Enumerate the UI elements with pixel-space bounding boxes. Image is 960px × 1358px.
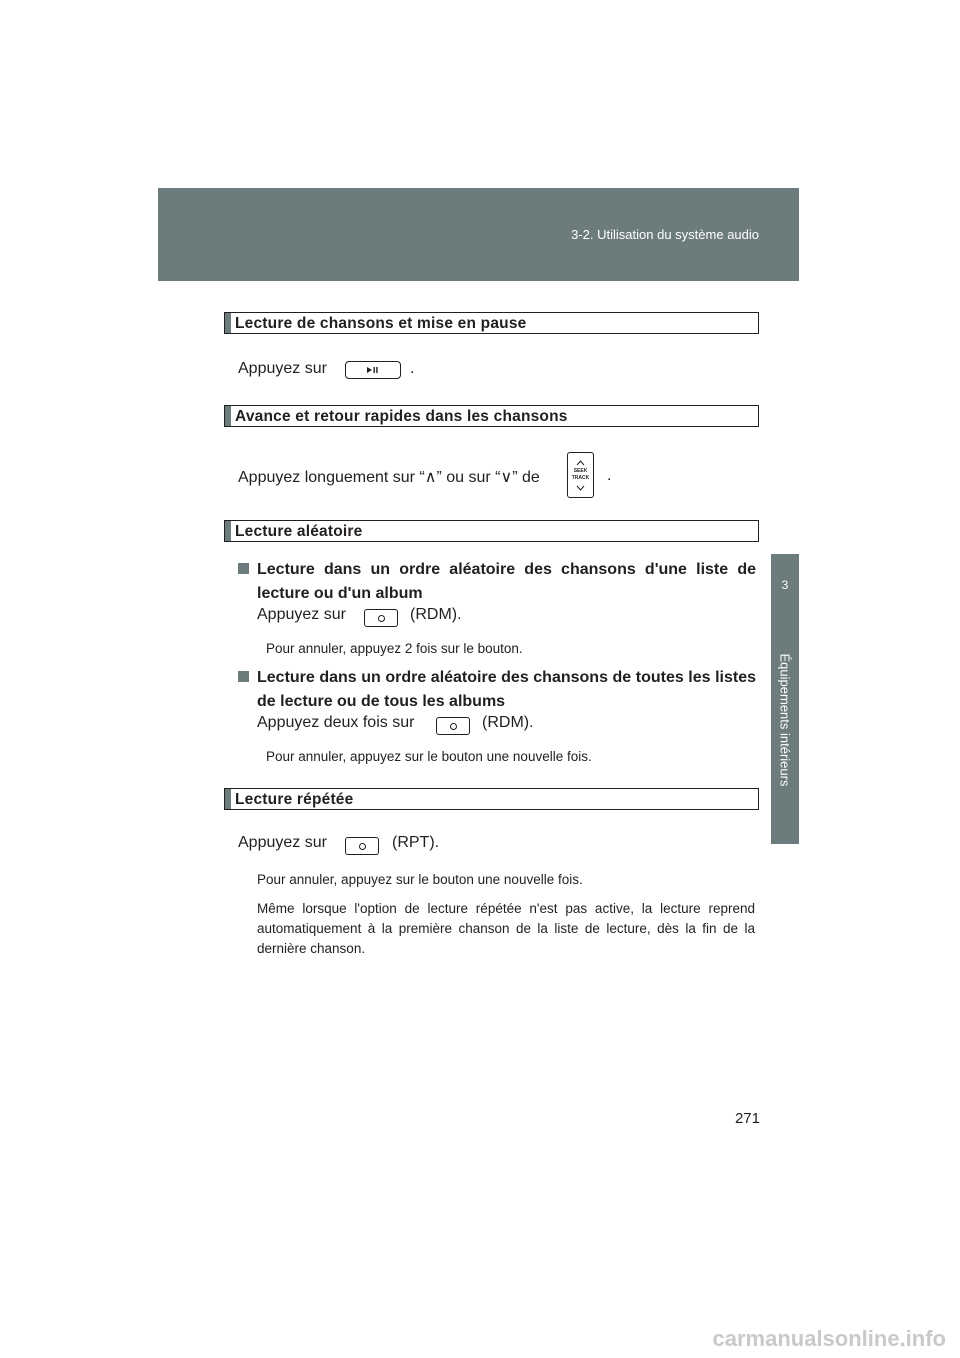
random-2-instruction: Appuyez deux fois sur [257, 714, 415, 731]
rpt-button-icon [345, 837, 379, 855]
heading-marker [225, 789, 231, 809]
fast-instruction: Appuyez longuement sur “∧” ou sur “∨” de [238, 469, 540, 486]
chapter-number: 3 [781, 578, 789, 592]
repeat-note-1: Pour annuler, appuyez sur le bouton une nouvelle fois. [257, 872, 583, 887]
heading-marker [225, 521, 231, 541]
button-dot-icon [450, 723, 457, 730]
heading-random [224, 520, 759, 542]
bullet-square-icon [238, 671, 249, 682]
repeat-instruction: Appuyez sur [238, 834, 327, 851]
heading-repeat [224, 788, 759, 810]
chapter-label: Équipements intérieurs [777, 653, 793, 787]
random-2-suffix: (RDM). [482, 714, 534, 731]
heading-marker [225, 406, 231, 426]
play-instruction-end: . [410, 360, 415, 377]
chapter-tab [771, 552, 799, 844]
page-number: 271 [734, 1110, 760, 1127]
repeat-note-2: Même lorsque l'option de lecture répétée n'est pas active, la lecture reprend automatiquement à la première chanson de la liste de lecture, dès la fin de la dernière chanson. [257, 901, 755, 956]
play-pause-icon [346, 362, 400, 378]
heading-text: Lecture de chansons et mise en pause [235, 315, 527, 332]
seek-track-button-icon [567, 452, 594, 498]
button-dot-icon [378, 615, 385, 622]
rdm-button-icon [364, 609, 398, 627]
heading-play-pause [224, 312, 759, 334]
random-1-suffix: (RDM). [410, 606, 462, 623]
button-dot-icon [359, 843, 366, 850]
heading-text: Lecture aléatoire [235, 523, 363, 540]
rdm-button-icon [436, 717, 470, 735]
bullet-title-text: Lecture dans un ordre aléatoire des chansons d'une liste de lecture ou d'un album [257, 561, 756, 602]
play-instruction-text: Appuyez sur [238, 360, 327, 377]
random-bullet-2 [238, 666, 756, 714]
heading-text: Lecture répétée [235, 791, 354, 808]
random-1-note: Pour annuler, appuyez 2 fois sur le bouton. [266, 641, 523, 656]
bullet-square-icon [238, 563, 249, 574]
seek-label: SEEK [573, 468, 588, 474]
heading-marker [225, 313, 231, 333]
header-band [158, 188, 799, 281]
play-instruction [238, 360, 327, 378]
fast-instruction-end: . [607, 467, 612, 484]
heading-fast [224, 405, 759, 427]
track-label: TRACK [571, 475, 590, 481]
play-pause-button-icon [345, 361, 401, 379]
random-bullet-1 [238, 558, 756, 606]
watermark: carmanualsonline.info [712, 1326, 946, 1351]
repeat-suffix: (RPT). [392, 834, 440, 851]
bullet-title-text: Lecture dans un ordre aléatoire des chansons de toutes les listes de lecture ou de tous les albums [257, 669, 756, 710]
random-2-note: Pour annuler, appuyez sur le bouton une nouvelle fois. [266, 749, 592, 764]
section-title: 3-2. Utilisation du système audio [571, 227, 759, 242]
heading-text: Avance et retour rapides dans les chansons [235, 408, 568, 425]
random-1-instruction: Appuyez sur [257, 606, 346, 623]
